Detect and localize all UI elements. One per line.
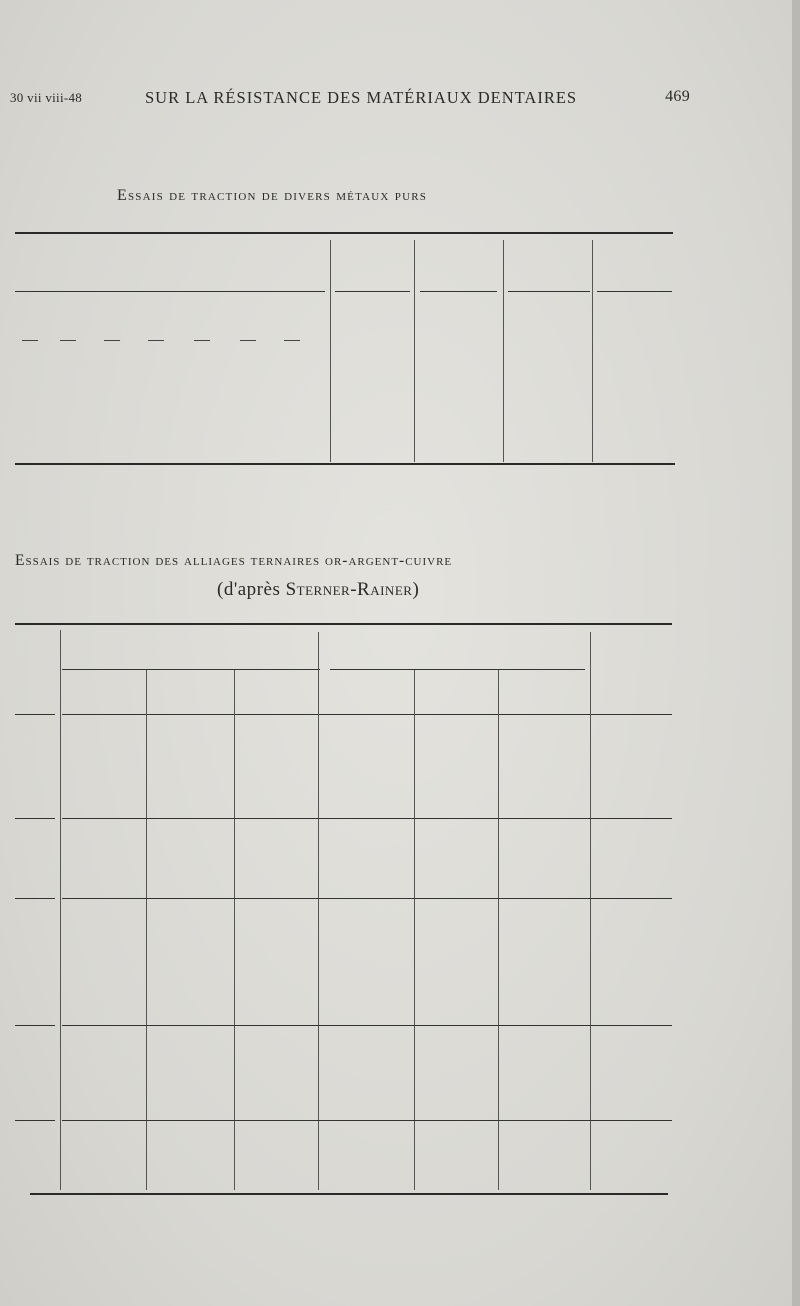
table2-bottom-rule — [30, 1193, 668, 1195]
table2-section-rule — [15, 818, 55, 819]
table2-subtitle: (d'après Sterner-Rainer) — [217, 579, 420, 600]
table1-title: Essais de traction de divers métaux purs — [117, 187, 428, 204]
table1-header-rule — [335, 291, 410, 292]
metal-dash — [284, 340, 300, 341]
table1-header-rule — [508, 291, 590, 292]
table2-section-rule — [62, 1120, 672, 1121]
table2-top-rule — [15, 623, 672, 625]
table2-section-rule — [62, 818, 672, 819]
table2-section-rule — [15, 898, 55, 899]
table2-vline — [590, 632, 591, 1190]
table2-section-rule — [15, 1025, 55, 1026]
table2-section-rule — [62, 1025, 672, 1026]
table2-vline — [234, 670, 235, 1190]
table2-header-rule — [15, 714, 55, 715]
table2-vline — [318, 632, 319, 1190]
table2-group-rule — [330, 669, 585, 670]
metal-dash — [194, 340, 210, 341]
table2-vline — [414, 670, 415, 1190]
metal-dash — [22, 340, 38, 341]
table1-vline — [330, 240, 331, 462]
table2-title: Essais de traction des alliages ternaires or-argent-cuivre — [15, 552, 453, 569]
table1-bottom-rule — [15, 463, 675, 465]
table1-vline — [592, 240, 593, 462]
table2-group-rule — [62, 669, 320, 670]
metal-dash — [240, 340, 256, 341]
metal-dash — [104, 340, 120, 341]
table1-vline — [414, 240, 415, 462]
page-number: 469 — [665, 88, 690, 105]
table1-header-rule — [15, 291, 325, 292]
page-edge — [792, 0, 800, 1306]
table1-header-rule — [420, 291, 497, 292]
table2-vline — [498, 670, 499, 1190]
table2-vline — [146, 670, 147, 1190]
metal-dash — [148, 340, 164, 341]
metal-dash — [60, 340, 76, 341]
table1-header-rule — [597, 291, 672, 292]
table1-top-rule — [15, 232, 673, 234]
header-left-note: 30 vii viii-48 — [10, 90, 83, 105]
table2-section-rule — [62, 898, 672, 899]
running-title: SUR LA RÉSISTANCE DES MATÉRIAUX DENTAIRES — [145, 88, 578, 107]
table2-section-rule — [15, 1120, 55, 1121]
running-header — [10, 88, 690, 110]
table2-header-rule — [62, 714, 672, 715]
table2-vline — [60, 630, 61, 1190]
table1-vline — [503, 240, 504, 462]
